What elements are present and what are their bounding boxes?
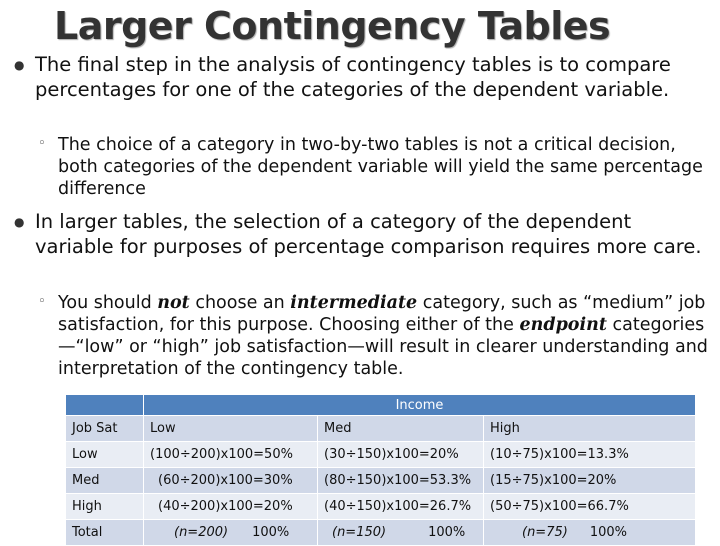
total-pct: 100% <box>428 525 466 540</box>
sub-bullet-2-text <box>58 292 714 380</box>
total-n: (n=150) <box>332 525 387 540</box>
row-label: High <box>66 494 144 520</box>
sub-bullet-1 <box>38 134 714 200</box>
column-header-med: Med <box>318 416 484 442</box>
emphasis-intermediate: intermediate <box>290 293 418 313</box>
sub-bullet-marker-icon: ◦ <box>38 136 46 151</box>
total-n: (n=200) <box>174 525 229 540</box>
table-row <box>66 442 696 468</box>
total-pct: 100% <box>589 525 627 540</box>
table-row-total <box>66 520 696 546</box>
bullet-1-text: The final step in the analysis of contingency tables is to compare percentages for one of the categories of the dependent variable. <box>35 53 671 101</box>
sub-text-part: categories—“low” or “high” job satisfaction—will result in clearer understanding and interpretation of the contingency table. <box>58 315 708 379</box>
income-header: Income <box>144 395 696 416</box>
table-cell: (10÷75)x100=13.3% <box>484 442 696 468</box>
contingency-table <box>65 394 695 546</box>
table-row <box>66 494 696 520</box>
row-label: Total <box>66 520 144 546</box>
table-cell: (15÷75)x100=20% <box>484 468 696 494</box>
slide-title: Larger Contingency Tables <box>54 4 611 48</box>
total-pct: 100% <box>252 525 290 540</box>
bullet-marker-icon: ● <box>14 58 25 72</box>
table-header-row <box>66 395 696 416</box>
row-label: Med <box>66 468 144 494</box>
sub-text-part: category, such as “medium” job satisfaction, for this purpose. Choosing either of the <box>58 293 706 335</box>
sub-bullet-marker-icon: ◦ <box>38 294 46 309</box>
table-cell: (100÷200)x100=50% <box>144 442 318 468</box>
row-label: Low <box>66 442 144 468</box>
total-cell <box>144 520 318 546</box>
sub-bullet-1-text: The choice of a category in two-by-two tables is not a critical decision, both categories of the dependent variable will yield the same percentage difference <box>58 135 703 199</box>
total-n: (n=75) <box>522 525 568 540</box>
sub-text-part: You should <box>58 293 158 313</box>
column-header-high: High <box>484 416 696 442</box>
sub-bullet-2 <box>38 292 714 380</box>
table-cell: (60÷200)x100=30% <box>144 468 318 494</box>
bullet-1 <box>14 52 714 102</box>
emphasis-endpoint: endpoint <box>519 315 607 335</box>
emphasis-not: not <box>157 293 190 313</box>
table-row <box>66 468 696 494</box>
table-cell: (50÷75)x100=66.7% <box>484 494 696 520</box>
table-cell: (40÷150)x100=26.7% <box>318 494 484 520</box>
bullet-2-text: In larger tables, the selection of a category of the dependent variable for purposes of percentage comparison requires more care. <box>35 210 702 258</box>
column-header-low: Low <box>144 416 318 442</box>
table-cell: (80÷150)x100=53.3% <box>318 468 484 494</box>
table-cell: (30÷150)x100=20% <box>318 442 484 468</box>
column-header-job-sat: Job Sat <box>66 416 144 442</box>
table-row <box>66 416 696 442</box>
header-blank-cell <box>66 395 144 416</box>
bullet-2 <box>14 209 714 259</box>
total-cell <box>318 520 484 546</box>
table-cell: (40÷200)x100=20% <box>144 494 318 520</box>
sub-text-part: choose an <box>189 293 291 313</box>
bullet-marker-icon: ● <box>14 215 25 229</box>
total-cell <box>484 520 696 546</box>
